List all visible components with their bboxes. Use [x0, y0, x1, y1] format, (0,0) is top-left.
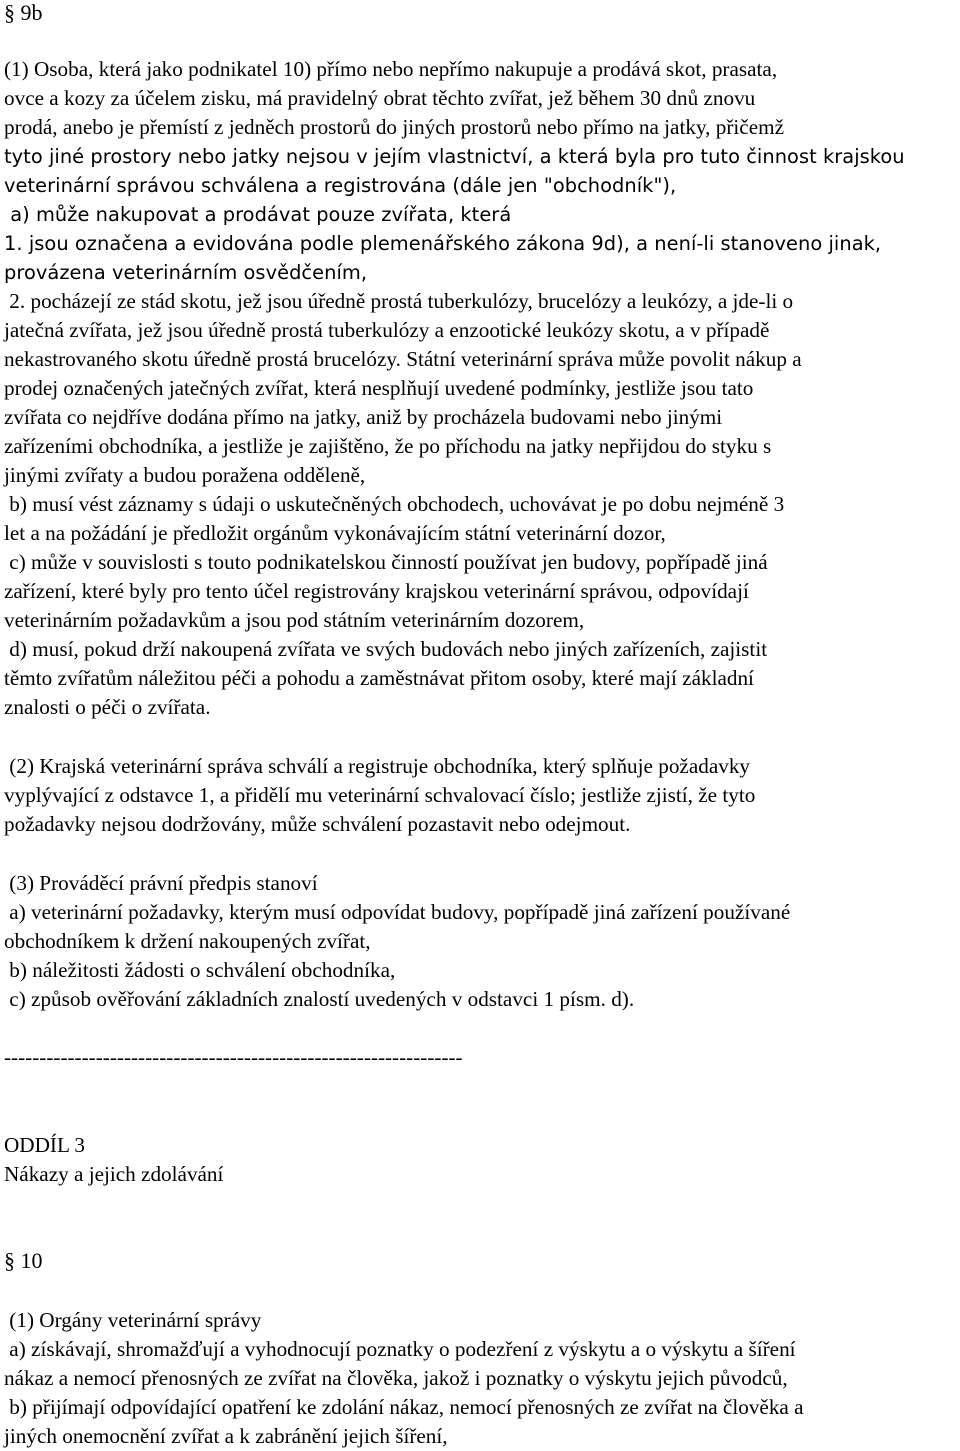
text-line: zvířata co nejdříve dodána přímo na jatky, aniž by procházela budovami nebo jinými [4, 405, 723, 429]
text-line: provázena veterinárním osvědčením, [4, 261, 368, 284]
text-line: znalosti o péči o zvířata. [4, 695, 211, 719]
text-line: b) náležitosti žádosti o schválení obchodníka, [4, 958, 396, 982]
section-separator: ----------------------------------------------------------------- [4, 1045, 463, 1069]
text-line: (1) Osoba, která jako podnikatel 10) přímo nebo nepřímo nakupuje a prodává skot, prasata, [4, 57, 778, 81]
text-line: nekastrovaného skotu úředně prostá brucelózy. Státní veterinární správa může povolit nákup a [4, 347, 802, 371]
text-line: nákaz a nemocí přenosných ze zvířat na člověka, jakož i poznatky o výskytu jejich původců, [4, 1366, 788, 1390]
text-line: a) může nakupovat a prodávat pouze zvířata, která [4, 203, 512, 226]
part-title: ODDÍL 3 [4, 1133, 86, 1157]
text-line: zařízení, které byly pro tento účel registrovány krajskou veterinární správou, odpovídají [4, 579, 749, 603]
text-line: prodej označených jatečných zvířat, která nesplňují uvedené podmínky, jestliže jsou tato [4, 376, 754, 400]
text-line: těmto zvířatům náležitou péči a pohodu a zaměstnávat přitom osoby, které mají základní [4, 666, 754, 690]
text-line: let a na požádání je předložit orgánům vykonávajícím státní veterinární dozor, [4, 521, 666, 545]
text-line: obchodníkem k držení nakoupených zvířat, [4, 929, 371, 953]
text-line: b) přijímají odpovídající opatření ke zdolání nákaz, nemocí přenosných ze zvířat na člověka a [4, 1395, 804, 1419]
text-line: c) způsob ověřování základních znalostí uvedených v odstavci 1 písm. d). [4, 987, 635, 1011]
text-line: veterinárním požadavkům a jsou pod státním veterinárním dozorem, [4, 608, 585, 632]
text-line: (3) Prováděcí právní předpis stanoví [4, 871, 318, 895]
text-line: 2. pocházejí ze stád skotu, jež jsou úředně prostá tuberkulózy, brucelózy a leukózy, a jde-li o [4, 289, 794, 313]
text-line: (1) Orgány veterinární správy [4, 1308, 262, 1332]
text-line: veterinární správou schválena a registrována (dále jen "obchodník"), [4, 174, 677, 197]
text-line: jinými zvířaty a budou poražena odděleně, [4, 463, 366, 487]
text-line: c) může v souvislosti s touto podnikatelskou činností používat jen budovy, popřípadě jiná [4, 550, 768, 574]
text-line: požadavky nejsou dodržovány, může schválení pozastavit nebo odejmout. [4, 812, 631, 836]
text-line: a) získávají, shromažďují a vyhodnocují poznatky o podezření z výskytu a o výskytu a šíření [4, 1337, 796, 1361]
text-line: ovce a kozy za účelem zisku, má pravidelný obrat těchto zvířat, jež během 30 dnů znovu [4, 86, 756, 110]
text-line: jiných onemocnění zvířat a k zabránění jejich šíření, [4, 1424, 448, 1448]
text-line: b) musí vést záznamy s údaji o uskutečněných obchodech, uchovávat je po dobu nejméně 3 [4, 492, 785, 516]
text-line: 1. jsou označena a evidována podle plemenářského zákona 9d), a není-li stanoveno jinak, [4, 232, 882, 255]
text-line: prodá, anebo je přemístí z jedněch prostorů do jiných prostorů nebo přímo na jatky, přičemž [4, 115, 784, 139]
part-subtitle: Nákazy a jejich zdolávání [4, 1162, 224, 1186]
text-line: jatečná zvířata, jež jsou úředně prostá tuberkulózy a enzootické leukózy skotu, a v případě [4, 318, 770, 342]
text-line: d) musí, pokud drží nakoupená zvířata ve svých budovách nebo jiných zařízeních, zajistit [4, 637, 768, 661]
section-heading-9b: § 9b [4, 0, 43, 25]
text-line: a) veterinární požadavky, kterým musí odpovídat budovy, popřípadě jiná zařízení používané [4, 900, 791, 924]
text-line: tyto jiné prostory nebo jatky nejsou v jejím vlastnictví, a která byla pro tuto činnost krajskou [4, 145, 905, 168]
section-heading-10: § 10 [4, 1248, 43, 1273]
text-line: (2) Krajská veterinární správa schválí a registruje obchodníka, který splňuje požadavky [4, 754, 751, 778]
text-line: vyplývající z odstavce 1, a přidělí mu veterinární schvalovací číslo; jestliže zjistí, že tyto [4, 783, 756, 807]
text-line: zařízeními obchodníka, a jestliže je zajištěno, že po příchodu na jatky nepřijdou do styku s [4, 434, 772, 458]
